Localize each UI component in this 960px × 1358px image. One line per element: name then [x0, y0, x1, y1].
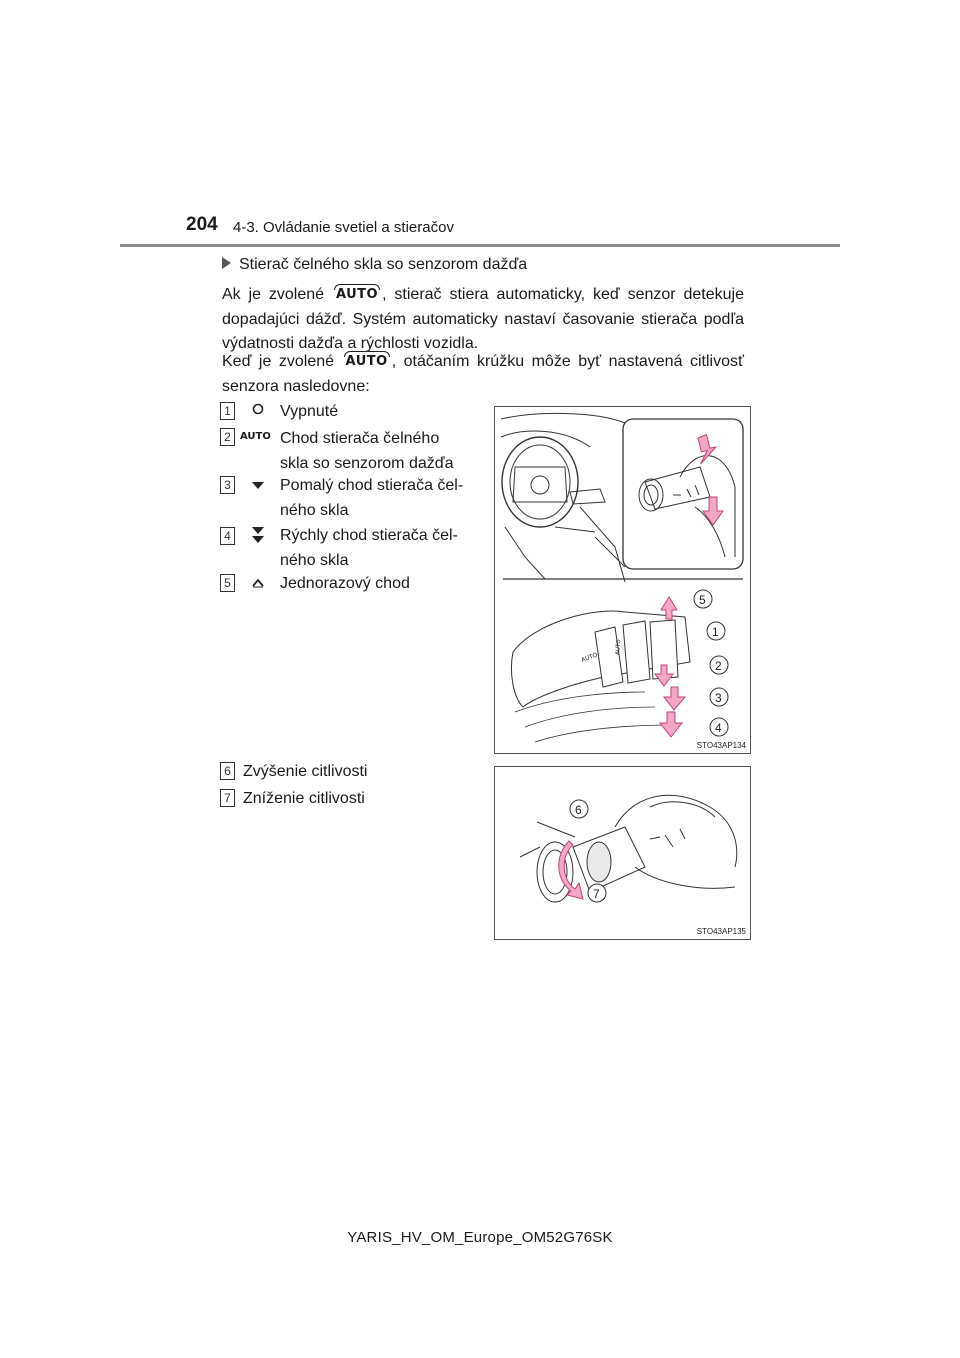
callout-number: 2 [715, 659, 722, 673]
wiper-lever-illustration [495, 407, 750, 753]
para1-after: , stierač stiera automaticky, keď senzor detekuje dopadajúci dážď. Systém automaticky nastaví časovanie stierača podľa výdatnosti dažďa a rýchlosti vozidla. [222, 286, 744, 352]
item-line: ného skla [280, 501, 349, 519]
figure-wiper-lever [494, 406, 751, 754]
up-chevron-icon [243, 576, 273, 594]
footer-doc-id: YARIS_HV_OM_Europe_OM52G76SK [347, 1229, 613, 1246]
para2-after: , otáčaním krúžku môže byť nastavená citlivosť senzora nasledovne: [222, 353, 744, 395]
item-label [280, 474, 480, 523]
para1-before: Ak je zvolené [222, 286, 325, 303]
item-label [280, 427, 480, 476]
page-number: 204 [186, 214, 218, 235]
section-subheading [222, 256, 527, 274]
single-down-triangle-icon [243, 478, 273, 496]
auto-icon: AUTO [342, 355, 392, 369]
item-number: 2 [220, 428, 235, 446]
para2-before: Keď je zvolené [222, 353, 335, 370]
item-label [280, 400, 480, 425]
callout-number: 6 [575, 803, 582, 817]
item-label: Zníženie citlivosti [243, 790, 365, 807]
paragraph-1 [222, 283, 744, 357]
item-line: skla so senzorom dažďa [280, 454, 454, 472]
callout-number: 4 [715, 721, 722, 735]
item-label [280, 524, 480, 573]
item-label [280, 572, 480, 597]
figure-sensitivity-ring [494, 766, 751, 940]
item-line: ného skla [280, 551, 349, 569]
callout-number: 7 [593, 887, 600, 901]
item-line: Rýchly chod stierača čel- [280, 527, 458, 544]
sensitivity-ring-illustration [495, 767, 750, 939]
off-circle-icon [243, 402, 273, 420]
item-number: 1 [220, 402, 235, 420]
callout-number: 5 [699, 593, 706, 607]
figure-code: STO43AP134 [696, 741, 746, 750]
callout-number: 3 [715, 691, 722, 705]
item-line: Pomalý chod stierača čel- [280, 477, 464, 494]
chapter-title: 4-3. Ovládanie svetiel a stieračov [233, 219, 454, 236]
auto-icon: AUTO [332, 288, 382, 302]
item-number: 7 [220, 789, 235, 807]
item-line: Vypnuté [280, 403, 339, 420]
bullet-triangle-icon [222, 257, 231, 269]
lever-auto-label-2: AUTO [615, 639, 623, 656]
callout-number: 1 [712, 625, 719, 639]
item-number: 5 [220, 574, 235, 592]
item-number: 6 [220, 762, 235, 780]
figure-code: STO43AP135 [696, 927, 746, 936]
paragraph-2 [222, 350, 744, 399]
lever-auto-label: AUTO [580, 651, 599, 664]
auto-icon: AUTO [240, 431, 271, 442]
item-line: Chod stierača čelného [280, 430, 440, 447]
double-down-triangle-icon [243, 524, 273, 542]
header-rule [120, 244, 840, 247]
item-number: 3 [220, 476, 235, 494]
subheading-text: Stierač čelného skla so senzorom dažďa [239, 256, 528, 273]
item-label: Zvýšenie citlivosti [243, 763, 368, 780]
item-number: 4 [220, 527, 235, 545]
item-line: Jednorazový chod [280, 575, 410, 592]
